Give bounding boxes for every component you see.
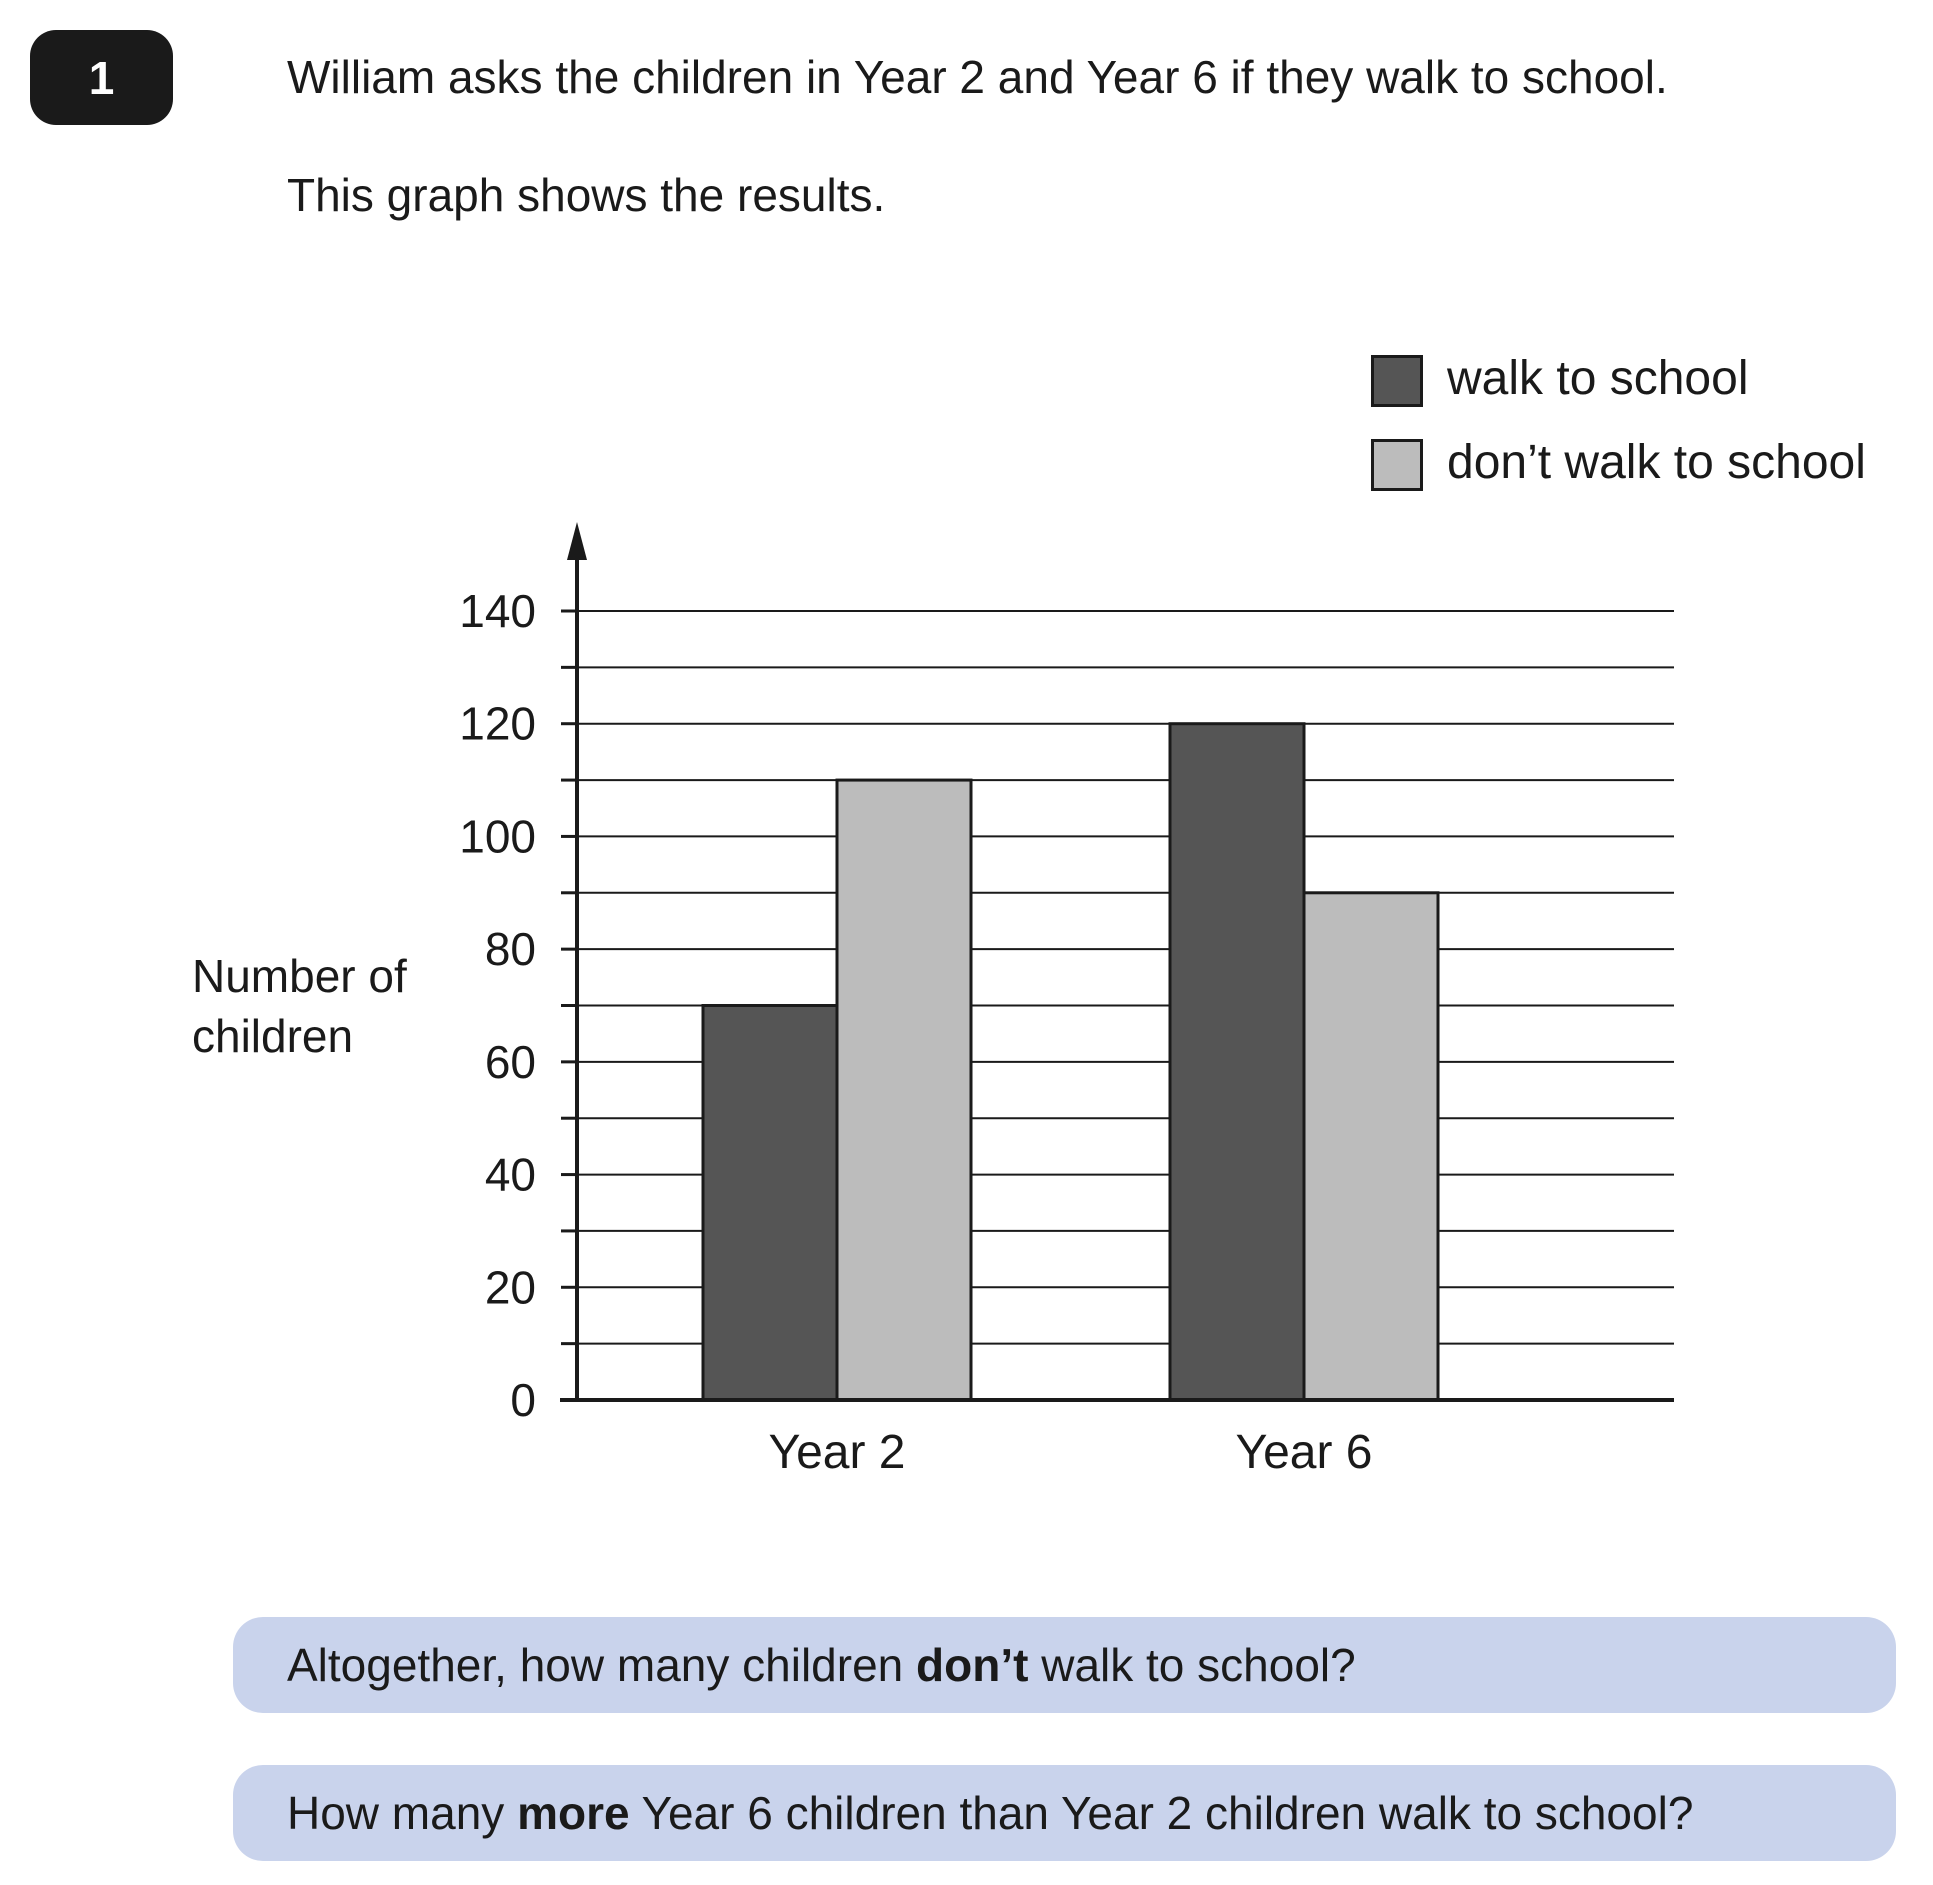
y-axis-arrowhead [567, 522, 587, 560]
x-tick-label: Year 6 [1235, 1426, 1373, 1479]
question-number: 1 [88, 51, 115, 104]
question-prompt-1 [233, 1617, 1896, 1713]
y-tick-label: 60 [484, 1035, 536, 1088]
y-tick-label: 100 [459, 810, 536, 863]
bar-dont-walk-year-6 [1304, 893, 1438, 1400]
y-axis-label [192, 946, 407, 1066]
prompt-2-text-before: How many [287, 1787, 518, 1839]
prompt-1-text-after: walk to school? [1028, 1639, 1356, 1691]
prompt-1-text-before: Altogether, how many children [287, 1639, 917, 1691]
y-tick-label: 40 [484, 1148, 536, 1201]
legend-label-dont-walk: don’t walk to school [1447, 436, 1866, 489]
question-prompt-2 [233, 1765, 1896, 1861]
prompt-2-text-bold: more [517, 1787, 630, 1839]
y-axis-label-line2: children [192, 1010, 354, 1062]
y-axis-label-line1: Number of [192, 950, 407, 1002]
bar-walk-year-2 [703, 1006, 837, 1401]
y-tick-label: 0 [510, 1374, 536, 1426]
y-tick-label: 20 [484, 1261, 536, 1314]
x-tick-label: Year 2 [768, 1426, 906, 1479]
bar-dont-walk-year-2 [837, 780, 971, 1400]
legend-label-walk: walk to school [1447, 352, 1749, 405]
y-tick-label: 120 [459, 697, 536, 750]
prompt-1-text-bold: don’t [916, 1639, 1029, 1691]
bar-walk-year-6 [1170, 724, 1304, 1400]
y-tick-label: 80 [484, 923, 536, 976]
y-tick-label: 140 [459, 585, 536, 637]
prompt-2-text-after: Year 6 children than Year 2 children walk to school? [629, 1787, 1694, 1839]
question-intro-line1: William asks the children in Year 2 and Year 6 if they walk to school. [287, 51, 1668, 103]
question-intro-line2: This graph shows the results. [287, 169, 886, 221]
